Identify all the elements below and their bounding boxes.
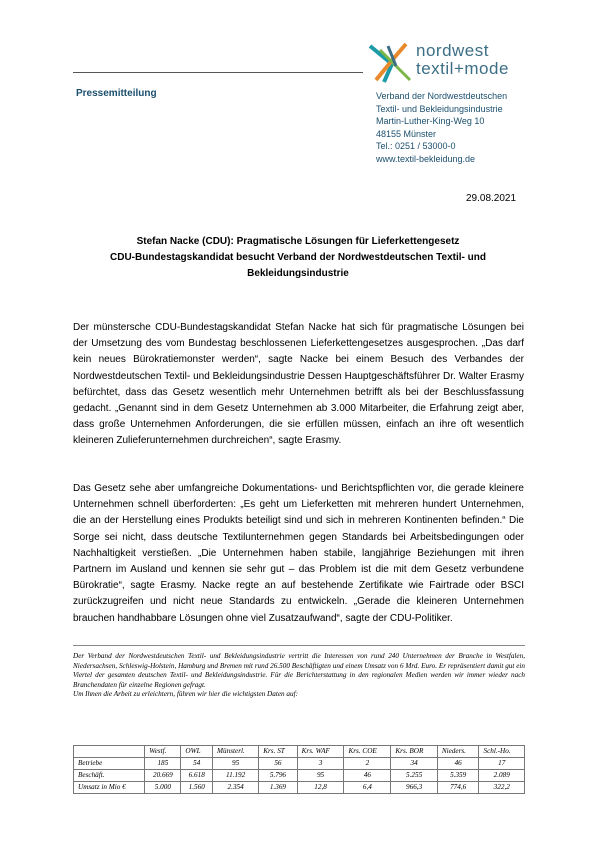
table-header: Münsterl.: [213, 746, 259, 758]
table-header: Nieders.: [437, 746, 479, 758]
table-cell: 185: [145, 758, 181, 770]
table-cell: 966,3: [391, 782, 437, 794]
table-header: Schl.-Ho.: [479, 746, 525, 758]
table-cell: 774,6: [437, 782, 479, 794]
table-cell: 17: [479, 758, 525, 770]
table-header-row: [74, 746, 525, 758]
table-cell: 5.000: [145, 782, 181, 794]
table-cell: 2.089: [479, 770, 525, 782]
footnote-text: Der Verband der Nordwestdeutschen Textil- und Bekleidungsindustrie vertritt die Interessen von rund 240 Unternehmen der Branche in Westfalen, Niedersachsen, Schleswig-Holstein, Hamburg und Bremen mit rund 26.500 Beschäftigten und einem Umsatz von 6 Mrd. Euro. Er repräsentiert damit gut ein Viertel der gesamten deutschen Textil- und Bekleidungsindustrie. Für die Berichterstattung in den regionalen Medien werden wir immer wieder nach Branchendaten für einzelne Regionen gefragt.: [73, 652, 525, 689]
address-line: 48155 Münster: [376, 128, 437, 139]
table-cell: Beschäft.: [74, 770, 145, 782]
table-cell: 46: [437, 758, 479, 770]
table-header: Krs. WAF: [297, 746, 344, 758]
table-header: Krs. ST: [259, 746, 297, 758]
paragraph-2: Das Gesetz sehe aber umfangreiche Dokumentations- und Berichtspflichten vor, die gerade kleinere Unternehmen schnell überforderten: „Es geht um Lieferketten mit mehreren hundert Unternehmen, die an der Herstellung eines Produkts beteiligt sind und sich in mehreren Kontinenten befinden.“ Die Sorge sei nicht, dass deutsche Textilunternehmen gegen Standards bei Arbeitsbedingungen oder Nachhaltigkeit verstießen. „Die Unternehmen haben stabile, langjährige Beziehungen mit ihren Partnern im Ausland und kennen sie sehr gut – das Problem ist die mit dem Gesetz verbundene Bürokratie“, sagte Erasmy. Nacke regte an auf bestehende Zertifikate wie Fairtrade oder BSCI zurückzugreifen und nicht neue Standards zu entwickeln. „Gerade die kleineren Unternehmen brauchen handhabbare Lösungen ohne viel Zusatzaufwand“, sagte der CDU-Politiker.: [73, 483, 524, 624]
table-header: Krs. BOR: [391, 746, 437, 758]
table-cell: 12,8: [297, 782, 344, 794]
table-cell: 56: [259, 758, 297, 770]
headline-line: Stefan Nacke (CDU): Pragmatische Lösungen für Lieferkettengesetz: [136, 236, 460, 247]
table-cell: 34: [391, 758, 437, 770]
paragraph-1: Der münstersche CDU-Bundestagskandidat Stefan Nacke hat sich für pragmatische Lösungen bei der Umsetzung des vom Bundestag beschlossenen Lieferkettengesetzes ausgesprochen. „Das darf kein neues Bürokratiemonster werden“, sagte Nacke bei einem Besuch des Verbandes der Nordwestdeutschen Textil- und Bekleidungsindustrie Dessen Hauptgeschäftsführer Dr. Walter Erasmy befürchtet, dass das Gesetz wesentlich mehr Unternehmen betrifft als bei der Beschlussfassung gedacht. „Genannt sind in dem Gesetz Unternehmen ab 3.000 Mitarbeiter, die Erfahrung zeigt aber, dass große Unternehmen Anforderungen, die sie erfüllen müssen, einfach an ihre oft wesentlich kleineren Zulieferunternehmen durchreichen“, sagte Erasmy.: [73, 322, 524, 447]
table-cell: 5.359: [437, 770, 479, 782]
headline-line: Bekleidungsindustrie: [247, 268, 349, 279]
table-cell: 54: [181, 758, 213, 770]
headline-line: CDU-Bundestagskandidat besucht Verband der Nordwestdeutschen Textil- und: [110, 252, 486, 263]
table-cell: 322,2: [479, 782, 525, 794]
table-header: OWL: [181, 746, 213, 758]
table-cell: 6.618: [181, 770, 213, 782]
logo-line1: nordwest: [416, 41, 489, 60]
address-line: Textil- und Bekleidungsindustrie: [376, 103, 503, 114]
logo: [366, 40, 526, 86]
logo-line2: textil+mode: [416, 59, 509, 78]
address-line: Tel.: 0251 / 53000-0: [376, 141, 456, 152]
table-cell: Umsatz in Mio €: [74, 782, 145, 794]
table-row: [74, 758, 525, 770]
table-header: Krs. COE: [344, 746, 391, 758]
table-cell: 2.354: [213, 782, 259, 794]
table-header: Westf.: [145, 746, 181, 758]
address-link[interactable]: www.textil-bekleidung.de: [376, 153, 476, 164]
table-cell: 5.255: [391, 770, 437, 782]
address-block: [376, 90, 507, 166]
table-row: [74, 770, 525, 782]
date: 29.08.2021: [466, 193, 517, 204]
footnote-rule: [73, 645, 525, 646]
footnote-intro: Um Ihnen die Arbeit zu erleichtern, führen wir hier die wichtigsten Daten auf:: [73, 690, 298, 699]
table-cell: 95: [297, 770, 344, 782]
table-cell: 2: [344, 758, 391, 770]
table-cell: 11.192: [213, 770, 259, 782]
table-cell: Betriebe: [74, 758, 145, 770]
footnote: [73, 652, 525, 700]
table-cell: 46: [344, 770, 391, 782]
table-cell: 1.369: [259, 782, 297, 794]
table-cell: 5.796: [259, 770, 297, 782]
table-cell: 3: [297, 758, 344, 770]
address-line: Verband der Nordwestdeutschen: [376, 91, 508, 101]
table-cell: 20.669: [145, 770, 181, 782]
logo-mark-icon: [366, 40, 414, 86]
address-line: Martin-Luther-King-Weg 10: [376, 116, 485, 127]
statistics-table: [73, 745, 525, 794]
headline: [73, 234, 523, 282]
table-cell: 1.560: [181, 782, 213, 794]
header-rule: [73, 72, 363, 73]
table-cell: 95: [213, 758, 259, 770]
table-header: [74, 746, 145, 758]
table-row: [74, 782, 525, 794]
table-cell: 6,4: [344, 782, 391, 794]
press-release-label: Pressemitteilung: [76, 88, 157, 99]
